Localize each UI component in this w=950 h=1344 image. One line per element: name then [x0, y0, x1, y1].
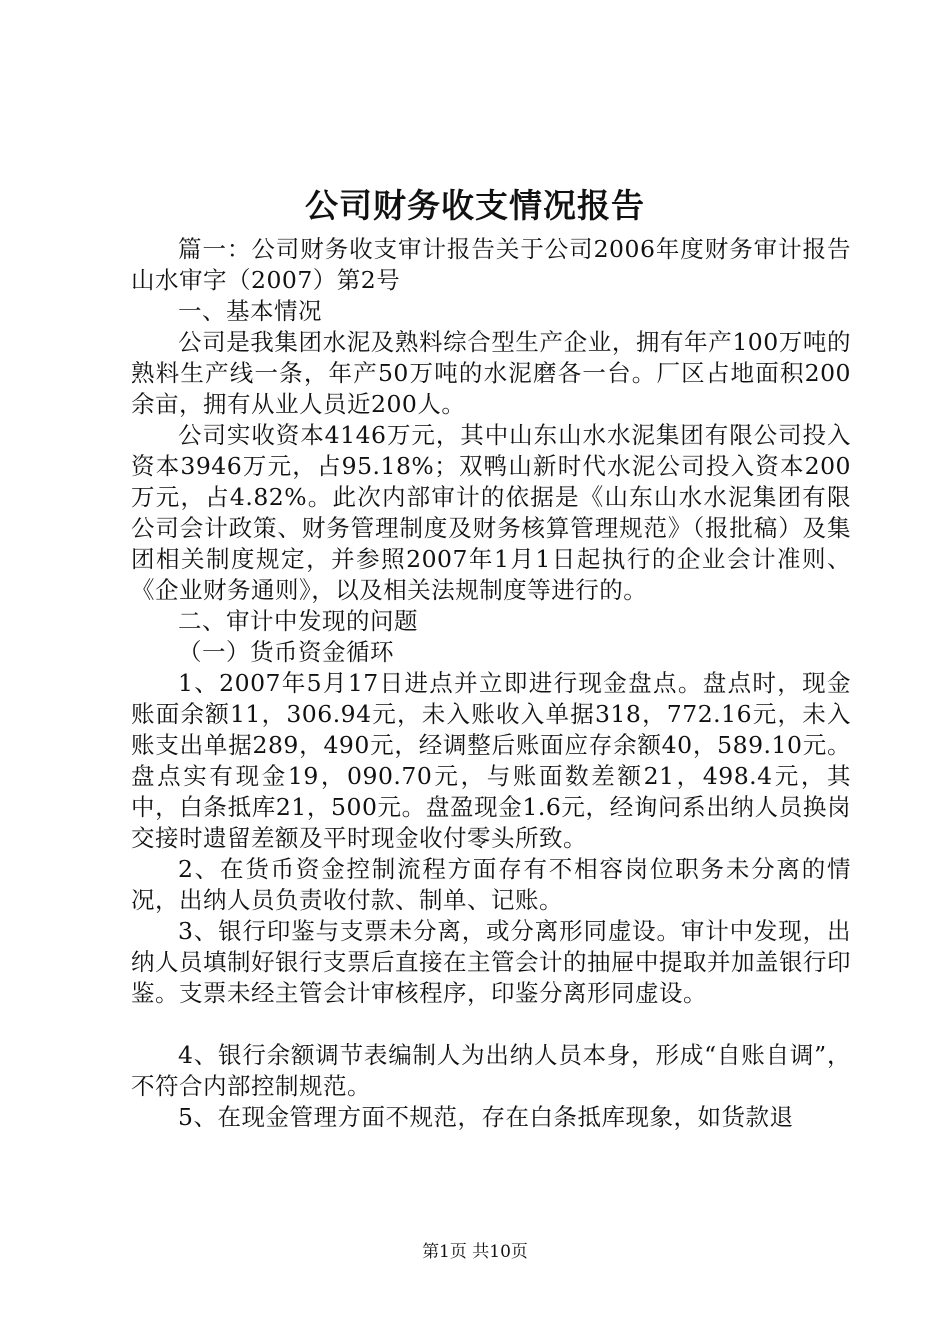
heading-audit-issues: 二、审计中发现的问题: [178, 607, 418, 635]
blank-line: [131, 1009, 851, 1040]
paragraph-item-2: 2、在货币资金控制流程方面存有不相容岗位职务未分离的情况，出纳人员负责收付款、制单、记账。: [131, 855, 851, 914]
paragraph-capital: 公司实收资本4146万元，其中山东山水水泥集团有限公司投入资本3946万元，占95.18%；双鸭山新时代水泥公司投入资本200万元，占4.82%。此次内部审计的依据是《山东山水水泥集团有限公司会计政策、财务管理制度及财务核算管理规范》（报批稿）及集团相关制度规定，并参照2007年1月1日起执行的企业会计准则、《企业财务通则》，以及相关法规制度等进行的。: [131, 421, 851, 604]
paragraph-intro: 篇一：公司财务收支审计报告关于公司2006年度财务审计报告山水审字（2007）第2号: [131, 235, 851, 294]
paragraph-item-5: 5、在现金管理方面不规范，存在白条抵库现象，如货款退: [178, 1103, 794, 1131]
paragraph-item-3: 3、银行印鉴与支票未分离，或分离形同虚设。审计中发现，出纳人员填制好银行支票后直接在主管会计的抽屉中提取并加盖银行印鉴。支票未经主管会计审核程序，印鉴分离形同虚设。: [131, 917, 851, 1007]
document-title: 公司财务收支情况报告: [305, 186, 645, 225]
paragraph-item-1: 1、2007年5月17日进点并立即进行现金盘点。盘点时，现金账面余额11，306.94元，未入账收入单据318，772.16元，未入账支出单据289，490元，经调整后账面应存余额40，589.10元。盘点实有现金19，090.70元，与账面数差额21，498.4元，其中，白条抵库21，500元。盘盈现金1.6元，经询问系出纳人员换岗交接时遗留差额及平时现金收付零头所致。: [131, 669, 851, 852]
subheading-monetary-funds: （一）货币资金循环: [178, 638, 394, 666]
document-body: [131, 234, 851, 1133]
paragraph-item-4: 4、银行余额调节表编制人为出纳人员本身，形成“自账自调”，不符合内部控制规范。: [131, 1041, 851, 1100]
heading-basic-situation: 一、基本情况: [178, 297, 322, 325]
page-footer: 第1页 共10页: [422, 1242, 528, 1262]
paragraph-company-profile: 公司是我集团水泥及熟料综合型生产企业，拥有年产100万吨的熟料生产线一条，年产50万吨的水泥磨各一台。厂区占地面积200余亩，拥有从业人员近200人。: [131, 328, 851, 418]
